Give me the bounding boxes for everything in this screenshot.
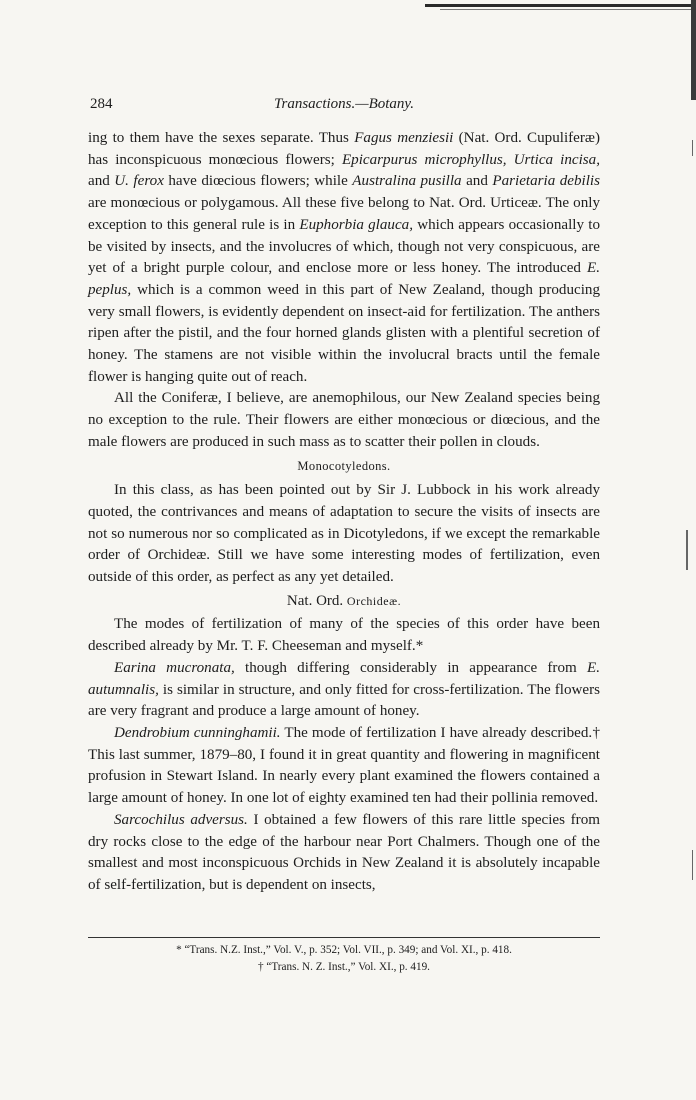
text-run: have diœcious flowers; while bbox=[163, 173, 353, 190]
paragraph bbox=[88, 480, 600, 589]
text-run: The modes of fertilization of many of the species of this order have been described already by Mr. T. F. Cheeseman and myself.* bbox=[88, 616, 600, 655]
scan-right-edge bbox=[691, 0, 696, 100]
text-run: and bbox=[461, 173, 493, 190]
heading-prefix: Nat. Ord. bbox=[286, 592, 347, 609]
text-run: All the Coniferæ, I believe, are anemophilous, our New Zealand species being no exception to the rule. Their flowers are either monœcious or diœcious, and the male flowers are produced in such mass as to scatter their pollen in clouds. bbox=[88, 390, 600, 450]
text-run: are monœcious or polygamous. All these five belong to Nat. Ord. Urticeæ. The only exception to this general rule is in bbox=[88, 195, 600, 233]
paragraph bbox=[88, 810, 600, 897]
running-title: Transactions.—Botany. bbox=[273, 96, 415, 112]
italic-text-run: E. autumnalis, bbox=[88, 659, 600, 698]
footnote: † “Trans. N. Z. Inst.,” Vol. XI., p. 419. bbox=[258, 961, 430, 973]
text-run: though differing considerably in appearance from bbox=[234, 659, 587, 676]
text-run: is similar in structure, and only fitted for cross-fertilization. The flowers are very fragrant and produce a large amount of honey. bbox=[88, 681, 600, 720]
italic-text-run: Dendrobium cunninghamii. bbox=[114, 724, 281, 741]
paragraph bbox=[88, 388, 600, 453]
page bbox=[88, 96, 600, 897]
subsection-heading bbox=[88, 591, 600, 613]
italic-text-run: Australina pusilla bbox=[352, 173, 462, 190]
italic-text-run: Earina mucronata, bbox=[114, 659, 235, 676]
text-run: (Nat. Ord. Cupuliferæ) has inconspicuous monœcious flowers; bbox=[88, 130, 600, 168]
italic-text-run: Fagus menziesii bbox=[354, 130, 454, 146]
scan-edge-rule-thin bbox=[440, 9, 696, 10]
paragraph bbox=[88, 658, 600, 723]
italic-text-run: Parietaria debilis bbox=[492, 173, 600, 190]
text-run: In this class, as has been pointed out by Sir J. Lubbock in his work already quoted, the contrivances and means of adaptation to secure the visits of insects are not so numerous nor so complicated as in Dicotyledons, if we except the remarkable order of Orchideæ. Still we have some interesting modes of fertilization, even outside of this order, as perfect as any yet detailed. bbox=[88, 482, 600, 586]
paragraph bbox=[88, 614, 600, 657]
italic-text-run: Euphorbia glauca, bbox=[299, 216, 413, 233]
scan-mark bbox=[692, 850, 693, 880]
heading-order-name: Orchideæ. bbox=[346, 593, 402, 608]
text-run: which is a common weed in this part of New Zealand, though producing very small flowers, is evidently dependent on insect-aid for fertilization. The anthers ripen after the pistil, and the four horned glands glisten with a plentiful secretion of honey. The stamens are not visible within the involucral bracts until the female flower is hanging quite out of reach. bbox=[88, 281, 600, 385]
page-number: 284 bbox=[90, 96, 113, 112]
scan-mark bbox=[692, 140, 693, 156]
text-run: and bbox=[88, 173, 115, 190]
footnote: * “Trans. N.Z. Inst.,” Vol. V., p. 352; Vol. VII., p. 349; and Vol. XI., p. 418. bbox=[176, 944, 512, 956]
body-text bbox=[88, 128, 600, 897]
section-heading: Monocotyledons. bbox=[297, 458, 391, 473]
page-header bbox=[88, 96, 600, 118]
italic-text-run: Epicarpurus microphyllus, Urtica incisa, bbox=[341, 151, 600, 168]
paragraph bbox=[88, 128, 600, 388]
text-run: The mode of fertilization I have already described.† This last summer, 1879–80, I found it in great quantity and flowering in magnificent profusion in Stewart Island. In nearly every plant examined the flowers contained a large amount of honey. In one lot of eighty examined ten had their pollinia removed. bbox=[88, 724, 601, 807]
paragraph bbox=[88, 723, 600, 810]
scan-edge-rule bbox=[425, 4, 696, 7]
text-run: which appears occasionally to be visited by insects, and the involucres of which, though not very conspicuous, are yet of a bright purple colour, and enclose more or less honey. The introduced bbox=[88, 216, 600, 277]
text-run: ing to them have the sexes separate. Thus bbox=[88, 130, 355, 146]
italic-text-run: U. ferox bbox=[114, 173, 164, 190]
footnotes bbox=[88, 937, 600, 976]
scan-mark bbox=[686, 530, 688, 570]
italic-text-run: Sarcochilus adversus. bbox=[114, 811, 248, 828]
italic-text-run: E. peplus, bbox=[88, 260, 600, 298]
text-run: I obtained a few flowers of this rare little species from dry rocks close to the edge of the harbour near Port Chalmers. Though one of the smallest and most inconspicuous Orchids in New Zealand it is absolutely incapable of self-fertilization, but is dependent on insects, bbox=[88, 811, 600, 893]
